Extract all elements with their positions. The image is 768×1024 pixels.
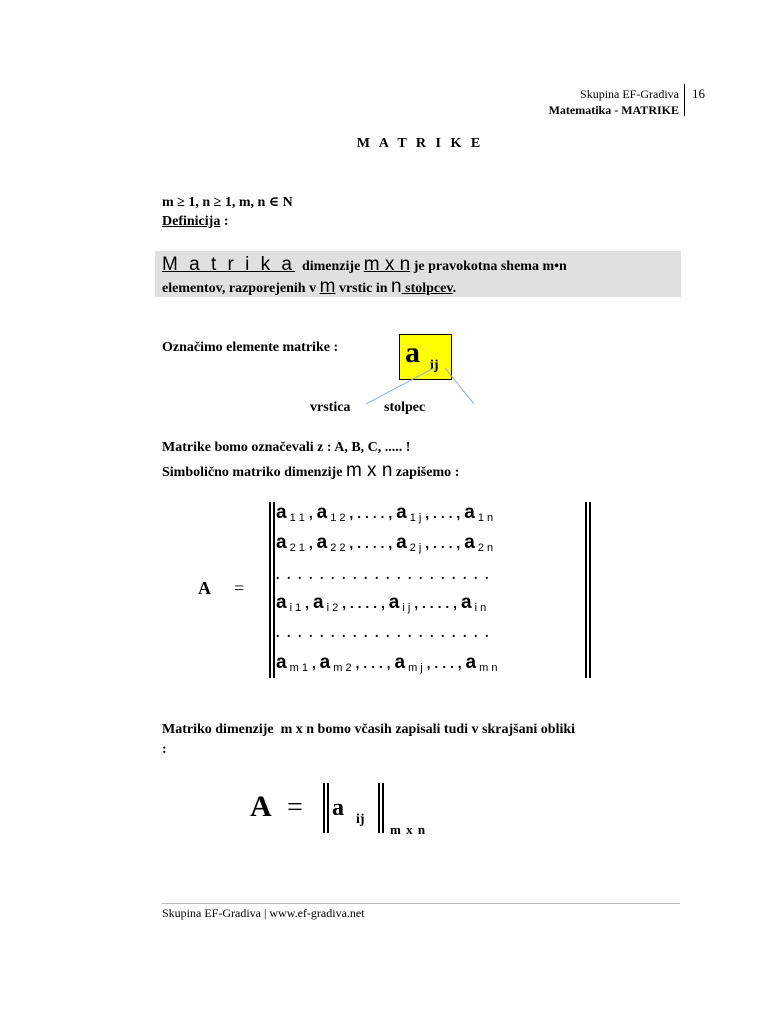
col-label: stolpec: [384, 400, 426, 415]
definition-text-5: stolpcev: [401, 281, 453, 296]
short-right-bar-outer: [382, 783, 384, 833]
matrix-element-index: i 1: [286, 602, 302, 614]
page-title: M A T R I K E: [356, 136, 484, 151]
definition-mxn: m x n: [363, 254, 411, 275]
matrix-element-index: i j: [399, 602, 411, 614]
matrix-element: a $_{m j}$: [394, 652, 423, 674]
footer-text: Skupina EF-Gradiva | www.ef-gradiva.net: [162, 906, 365, 920]
matrix-dots-row: ....................: [276, 568, 496, 583]
footer-divider: [162, 903, 680, 904]
matrix-separator: , . . . . ,: [338, 595, 389, 611]
matrix-right-bar-inner: [585, 502, 587, 678]
matrix-left-bar-inner: [273, 502, 275, 678]
matrix-separator: ,: [304, 505, 317, 521]
matrix-right-bar-outer: [589, 502, 591, 678]
definition-period: .: [452, 281, 457, 296]
matrix-element-index: 1 n: [474, 512, 494, 524]
definition-word-matrika: M a t r i k a: [162, 254, 295, 275]
matrix-separator: , . . . ,: [422, 655, 466, 671]
matrix-separator: ,: [301, 595, 313, 611]
definition-colon: :: [220, 214, 229, 229]
matrix-element: a $_{m n}$: [465, 652, 498, 674]
matrix-name: A: [198, 578, 211, 598]
matrix-row: [276, 652, 498, 674]
matrix-separator: ,: [307, 655, 320, 671]
matrix-element-index: 2 1: [286, 542, 305, 554]
matrix-row: [276, 532, 493, 554]
matrices-named-text: Matrike bomo označevali z : A, B, C, ..... !: [162, 440, 411, 455]
symbolic-text: [162, 460, 459, 482]
matrix-separator: , . . . ,: [421, 505, 465, 521]
matrix-element-index: 1 2: [327, 512, 346, 524]
matrix-element: a $_{i 2}$: [312, 592, 339, 614]
matrix-separator: , . . . . ,: [345, 535, 397, 551]
matrix-element: a $_{m 1}$: [276, 652, 308, 674]
symbolic-suffix: zapišemo :: [392, 465, 460, 480]
matrix-separator: , . . . . ,: [345, 505, 397, 521]
definition-text-2: je pravokotna shema m•n: [410, 259, 567, 274]
element-symbol: a: [405, 336, 420, 369]
matrix-element: a $_{2 n}$: [464, 532, 494, 554]
matrix-element-index: 1 j: [406, 512, 422, 524]
definition-text-3: elementov, razporejenih v: [162, 281, 320, 296]
definition-n: n: [391, 276, 402, 297]
short-form-text: Matriko dimenzije m x n bomo včasih zapisali tudi v skrajšani obliki: [162, 722, 576, 737]
matrix-element: a $_{1 n}$: [464, 502, 494, 524]
col-pointer-line: [445, 368, 474, 404]
short-form-ij: ij: [356, 812, 365, 827]
matrix-element: a $_{1 j}$: [396, 502, 422, 524]
matrix-element-index: 1 1: [286, 512, 305, 524]
matrix-dots-row: ....................: [276, 626, 496, 641]
matrix-equals: =: [234, 578, 245, 598]
matrix-separator: , . . . . ,: [410, 595, 461, 611]
matrix-element: a $_{m 2}$: [319, 652, 352, 674]
symbolic-mxn: m x n: [345, 460, 393, 481]
short-form-a: a: [332, 795, 344, 821]
definition-text-1: dimenzije: [294, 259, 364, 274]
definition-m: m: [319, 276, 336, 297]
matrix-row: [276, 592, 486, 614]
matrix-element-index: m n: [476, 662, 498, 674]
mark-elements-text: Označimo elemente matrike :: [162, 340, 339, 355]
header-group: Skupina EF-Gradiva: [580, 87, 679, 101]
definition-text-4: vrstic in: [335, 281, 392, 296]
row-label: vrstica: [310, 400, 351, 415]
short-form-colon: :: [162, 742, 167, 757]
matrix-element-index: m 2: [330, 662, 352, 674]
matrix-separator: , . . . ,: [351, 655, 395, 671]
symbolic-prefix: Simbolično matriko dimenzije: [162, 465, 346, 480]
matrix-element-index: m 1: [286, 662, 308, 674]
conditions-line: m ≥ 1, n ≥ 1, m, n ∈ N: [162, 195, 293, 210]
short-form-mxn: m x n: [390, 822, 427, 837]
matrix-element: a $_{i n}$: [460, 592, 487, 614]
element-index: ij: [430, 358, 439, 373]
matrix-element-index: m j: [405, 662, 423, 674]
matrix-element: a $_{1 1}$: [276, 502, 305, 524]
matrix-element-index: 2 j: [406, 542, 422, 554]
short-form-equals: =: [287, 792, 303, 823]
short-left-bar-outer: [323, 783, 325, 833]
matrix-element: a $_{2 2}$: [316, 532, 346, 554]
matrix-element: a $_{1 2}$: [316, 502, 346, 524]
matrix-left-bar-outer: [269, 502, 271, 678]
page-number: 16: [692, 86, 705, 101]
matrix-element: a $_{i 1}$: [276, 592, 302, 614]
matrix-row: [276, 502, 493, 524]
short-form-A: A: [250, 790, 272, 823]
header-subject: Matematika - MATRIKE: [548, 103, 679, 117]
short-left-bar-inner: [327, 783, 329, 833]
row-pointer-line: [366, 368, 434, 404]
matrix-element-index: 2 2: [327, 542, 346, 554]
matrix-element: a $_{2 1}$: [276, 532, 305, 554]
matrix-element-index: 2 n: [474, 542, 494, 554]
matrix-element: a $_{i j}$: [388, 592, 411, 614]
matrix-separator: , . . . ,: [421, 535, 465, 551]
definition-label: Definicija: [162, 214, 221, 229]
matrix-separator: ,: [304, 535, 317, 551]
matrix-element-index: i n: [471, 602, 487, 614]
matrix-element-index: i 2: [323, 602, 339, 614]
short-right-bar-inner: [378, 783, 380, 833]
matrix-element: a $_{2 j}$: [396, 532, 422, 554]
